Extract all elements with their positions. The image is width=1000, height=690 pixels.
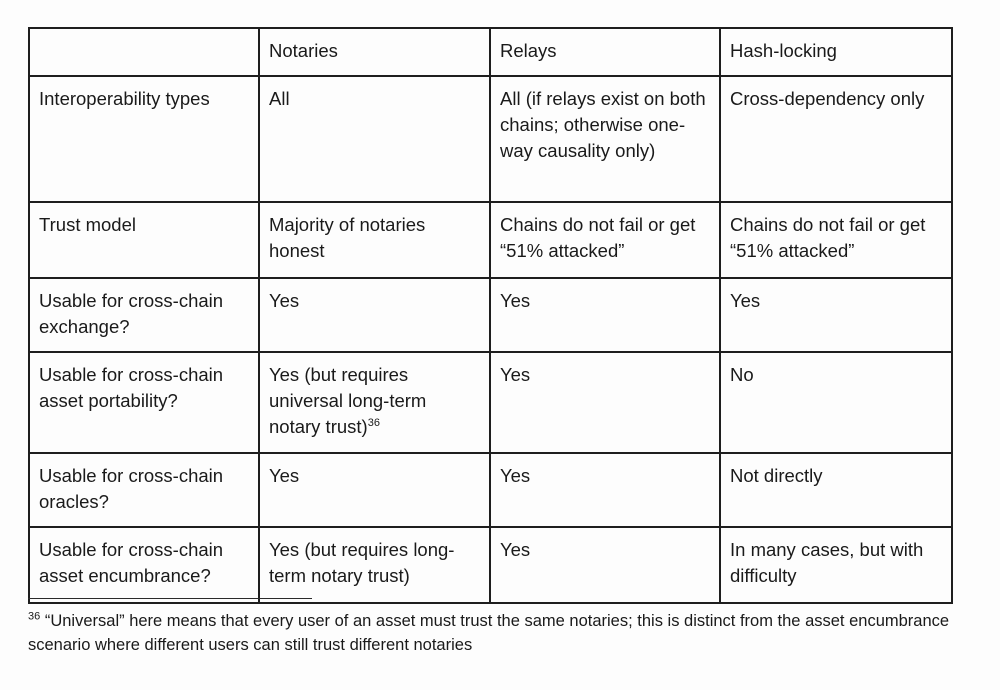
row-label: Usable for cross-chain exchange? <box>29 278 259 352</box>
notaries-cell: Yes <box>259 453 490 527</box>
relays-cell: Yes <box>490 278 720 352</box>
relays-cell: Yes <box>490 527 720 603</box>
footnote-text: “Universal” here means that every user of an asset must trust the same notaries; this is distinct from the asset encumbrance scenario where different users can still trust different notaries <box>28 612 950 654</box>
footnote <box>28 609 958 657</box>
table-row <box>29 453 952 527</box>
hash-locking-cell: Yes <box>720 278 952 352</box>
hash-locking-cell: Not directly <box>720 453 952 527</box>
notaries-cell-text: Yes (but requires universal long-term notary trust) <box>269 364 427 437</box>
footnote-number: 36 <box>28 610 41 623</box>
notaries-cell: Yes (but requires long-term notary trust) <box>259 527 490 603</box>
comparison-table <box>28 27 953 604</box>
header-hash-locking: Hash-locking <box>720 28 952 76</box>
relays-cell: Chains do not fail or get “51% attacked” <box>490 202 720 278</box>
header-empty-cell <box>29 28 259 76</box>
relays-cell: Yes <box>490 352 720 453</box>
table-row <box>29 76 952 202</box>
notaries-cell <box>259 352 490 453</box>
row-label: Trust model <box>29 202 259 278</box>
notaries-cell: All <box>259 76 490 202</box>
table-row <box>29 352 952 453</box>
table-row <box>29 278 952 352</box>
hash-locking-cell: Cross-dependency only <box>720 76 952 202</box>
footnote-ref: 36 <box>367 416 380 429</box>
table-header-row <box>29 28 952 76</box>
hash-locking-cell: Chains do not fail or get “51% attacked” <box>720 202 952 278</box>
hash-locking-cell: No <box>720 352 952 453</box>
notaries-cell: Majority of notaries honest <box>259 202 490 278</box>
row-label: Usable for cross-chain asset encumbrance? <box>29 527 259 603</box>
row-label: Usable for cross-chain asset portability? <box>29 352 259 453</box>
relays-cell: Yes <box>490 453 720 527</box>
relays-cell: All (if relays exist on both chains; otherwise one-way causality only) <box>490 76 720 202</box>
table-row <box>29 527 952 603</box>
table-row <box>29 202 952 278</box>
notaries-cell: Yes <box>259 278 490 352</box>
row-label: Usable for cross-chain oracles? <box>29 453 259 527</box>
hash-locking-cell: In many cases, but with difficulty <box>720 527 952 603</box>
footnote-divider <box>28 598 312 599</box>
header-relays: Relays <box>490 28 720 76</box>
header-notaries: Notaries <box>259 28 490 76</box>
row-label: Interoperability types <box>29 76 259 202</box>
